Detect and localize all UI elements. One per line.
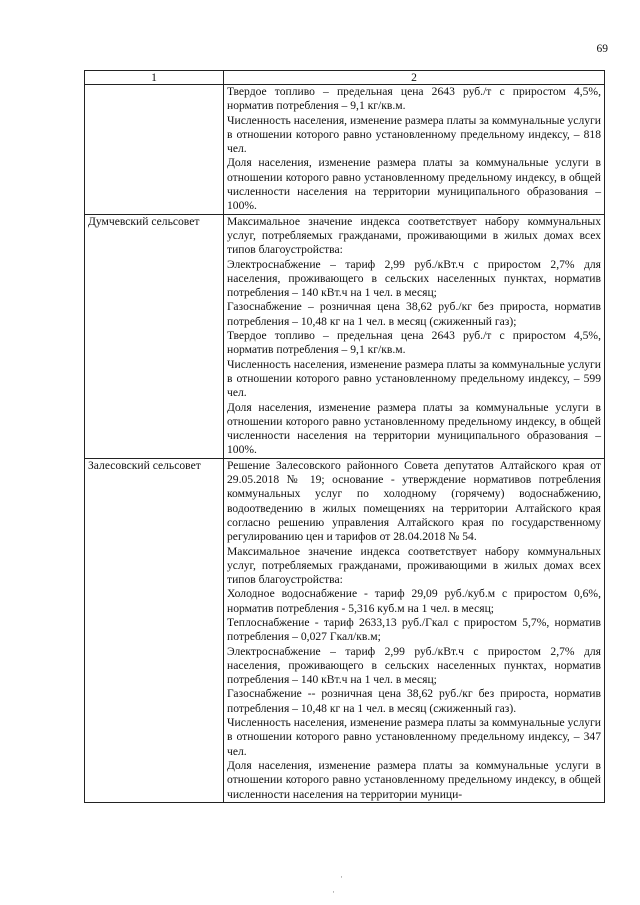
paragraph: Электроснабжение – тариф 2,99 руб./кВт.ч с приростом 2,7% для населения, проживающего в сельских населенных пунктах, норматив потребления – 140 кВт.ч на 1 чел. в месяц; [227,644,601,687]
scan-speck: · [340,872,343,882]
municipality-name-cell: Думчевский сельсовет [85,214,224,458]
table-row [85,85,605,215]
description-cell [224,458,605,802]
description-cell [224,214,605,458]
paragraph: Максимальное значение индекса соответствует набору коммунальных услуг, потребляемых гражданами, проживающими в жилых домах всех типов благоустройства: [227,214,601,257]
paragraph: Твердое топливо – предельная цена 2643 руб./т с приростом 4,5%, норматив потребления – 9,1 кг/кв.м. [227,329,601,357]
paragraph: Холодное водоснабжение - тариф 29,09 руб./куб.м с приростом 0,6%, норматив потребления - 5,316 куб.м на 1 чел. в месяц; [227,587,601,615]
page-number: 69 [596,43,608,55]
utility-index-table [84,70,605,803]
paragraph: Твердое топливо – предельная цена 2643 руб./т с приростом 4,5%, норматив потребления – 9,1 кг/кв.м. [227,85,601,113]
municipality-name-cell: Залесовский сельсовет [85,458,224,802]
paragraph: Доля населения, изменение размера платы за коммунальные услуги в отношении которого равно установленному предельному индексу, в общей численности населения на территории муниципального образования – 100%. [227,156,601,213]
paragraph: Газоснабжение -- розничная цена 38,62 руб./кг без прироста, норматив потребления – 10,48 кг на 1 чел. в месяц (сжиженный газ). [227,687,601,715]
table-row [85,458,605,802]
description-cell [224,85,605,215]
column-header-2: 2 [224,71,605,85]
paragraph: Решение Залесовского районного Совета депутатов Алтайского края от 29.05.2018 № 19; основание - утверждение нормативов потребления коммунальных услуг по холодному (горячему) водоснабжению, водоотведению в жилых помещениях на территории Алтайского края согласно решению управления Алтайского края по государственному регулированию цен и тарифов от 28.04.2018 № 54. [227,458,601,544]
paragraph: Доля населения, изменение размера платы за коммунальные услуги в отношении которого равно установленному предельному индексу, в общей численности населения на территории муниципального образования – 100%. [227,400,601,457]
paragraph: Численность населения, изменение размера платы за коммунальные услуги в отношении которого равно установленному предельному индексу, – 347 чел. [227,716,601,758]
column-header-1: 1 [85,71,224,85]
municipality-name-cell [85,85,224,215]
paragraph: Доля населения, изменение размера платы за коммунальные услуги в отношении которого равно установленному предельному индексу, в общей численности населения на территории муници- [227,758,601,801]
paragraph: Теплоснабжение - тариф 2633,13 руб./Гкал с приростом 5,7%, норматив потребления – 0,027 Гкал/кв.м; [227,615,601,644]
table-header-row [85,71,605,85]
paragraph: Численность населения, изменение размера платы за коммунальные услуги в отношении которого равно установленному предельному индексу, – 599 чел. [227,357,601,400]
paragraph: Максимальное значение индекса соответствует набору коммунальных услуг, потребляемых гражданами, проживающими в жилых домах всех типов благоустройства: [227,544,601,587]
paragraph: Численность населения, изменение размера платы за коммунальные услуги в отношении которого равно установленному предельному индексу, – 818 чел. [227,113,601,156]
paragraph: Электроснабжение – тариф 2,99 руб./кВт.ч с приростом 2,7% для населения, проживающего в сельских населенных пунктах, норматив потребления – 140 кВт.ч на 1 чел. в месяц; [227,257,601,300]
scan-speck: · [332,887,335,897]
paragraph: Газоснабжение – розничная цена 38,62 руб./кг без прироста, норматив потребления – 10,48 кг на 1 чел. в месяц (сжиженный газ); [227,300,601,328]
table-row [85,214,605,458]
